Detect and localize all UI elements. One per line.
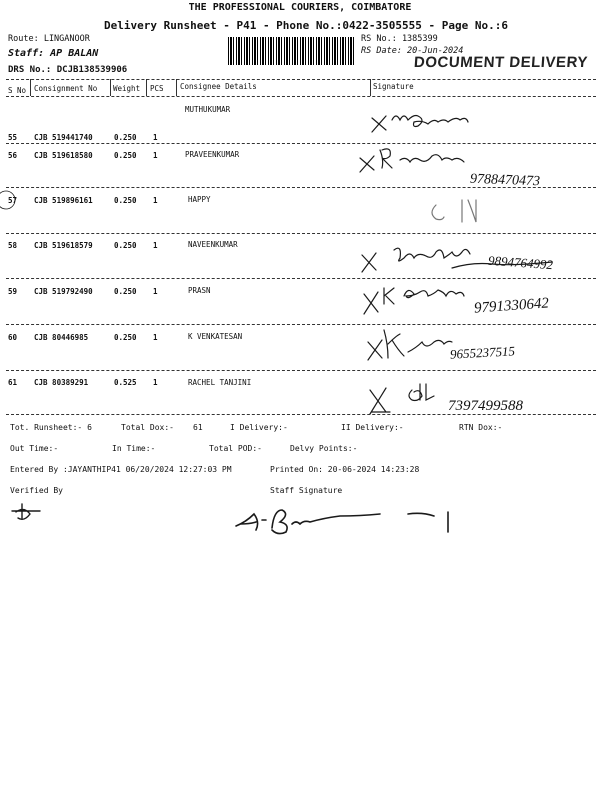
company-title: THE PROFESSIONAL COURIERS, COIMBATORE <box>188 2 412 13</box>
row-pcs: 1 <box>153 133 158 142</box>
row-consignee: HAPPY <box>188 195 211 204</box>
rtn-dox: RTN Dox:- <box>459 423 503 432</box>
col-header-pcs: PCS <box>150 84 164 93</box>
verified-by: Verified By <box>10 486 63 495</box>
row-consignee: PRASN <box>188 286 211 295</box>
col-header-weight: Weight <box>113 84 141 93</box>
row-sno: 59 <box>8 287 18 296</box>
row-consignee: PRAVEENKUMAR <box>185 150 240 159</box>
row-weight: 0.250 <box>114 241 137 250</box>
row-consignment: CJB 519792490 <box>34 287 93 296</box>
document-delivery-stamp: DOCUMENT DELIVERY <box>413 54 589 71</box>
row-sno: 55 <box>8 133 18 142</box>
row-consignee: NAVEENKUMAR <box>188 240 238 249</box>
row-pcs: 1 <box>153 333 158 342</box>
drs-number: DRS No.: DCJB138539906 <box>8 65 128 75</box>
row-consignee: K VENKATESAN <box>188 332 243 341</box>
row-consignee: RACHEL TANJINI <box>188 378 252 387</box>
row-sno: 58 <box>8 241 18 250</box>
route-label: Route: LINGANOOR <box>8 34 90 44</box>
row-sno: 56 <box>8 151 18 160</box>
handwritten-phone: 7397499588 <box>448 398 523 414</box>
total-dox-label: Total Dox:- <box>121 423 174 432</box>
row-consignment: CJB 519441740 <box>34 133 93 142</box>
row-pcs: 1 <box>153 196 158 205</box>
row-weight: 0.250 <box>114 151 137 160</box>
row-consignment: CJB 519896161 <box>34 196 93 205</box>
printed-on: Printed On: 20-06-2024 14:23:28 <box>270 465 420 474</box>
col-header-sno: S No <box>8 86 27 95</box>
row-pcs: 1 <box>153 151 158 160</box>
entered-by: Entered By :JAYANTHIP41 06/20/2024 12:27:03 PM <box>10 465 232 474</box>
col-header-consignment: Consignment No <box>34 84 98 93</box>
row-consignee: MUTHUKUMAR <box>185 105 231 114</box>
handwritten-phone: 9791330642 <box>473 295 550 317</box>
col-header-consignee: Consignee Details <box>180 82 257 91</box>
row-pcs: 1 <box>153 378 158 387</box>
row-sno: 60 <box>8 333 18 342</box>
row-consignment: CJB 519618579 <box>34 241 93 250</box>
col-header-signature: Signature <box>373 82 414 91</box>
row-weight: 0.250 <box>114 133 137 142</box>
row-weight: 0.525 <box>114 378 137 387</box>
row-sno: 57 <box>8 196 18 205</box>
row-weight: 0.250 <box>114 287 137 296</box>
row-consignment: CJB 80389291 <box>34 378 89 387</box>
row-weight: 0.250 <box>114 333 137 342</box>
total-dox-value: 61 <box>193 423 203 432</box>
row-pcs: 1 <box>153 241 158 250</box>
rs-date: RS Date: 20-Jun-2024 <box>361 46 464 56</box>
row-consignment: CJB 80446985 <box>34 333 89 342</box>
handwritten-phone: 9894764992 <box>487 252 554 273</box>
runsheet-title: Delivery Runsheet - P41 - Phone No.:0422-3505555 - Page No.:6 <box>104 19 508 32</box>
staff-signature-label: Staff Signature <box>270 486 343 495</box>
row-pcs: 1 <box>153 287 158 296</box>
handwritten-phone: 9788470473 <box>469 171 541 190</box>
out-time: Out Time:- <box>10 444 59 453</box>
i-delivery: I Delivery:- <box>230 423 288 432</box>
staff-label: Staff: AP BALAN <box>8 48 99 59</box>
ii-delivery: II Delivery:- <box>341 423 404 432</box>
row-consignment: CJB 519618580 <box>34 151 93 160</box>
tot-runsheet: Tot. Runsheet:- 6 <box>10 423 92 432</box>
handwritten-phone: 9655237515 <box>449 343 516 362</box>
rs-number: RS No.: 1385399 <box>361 34 438 44</box>
delvy-points: Delvy Points:- <box>290 444 358 453</box>
in-time: In Time:- <box>112 444 156 453</box>
row-sno: 61 <box>8 378 18 387</box>
total-pod: Total POD:- <box>209 444 262 453</box>
row-weight: 0.250 <box>114 196 137 205</box>
